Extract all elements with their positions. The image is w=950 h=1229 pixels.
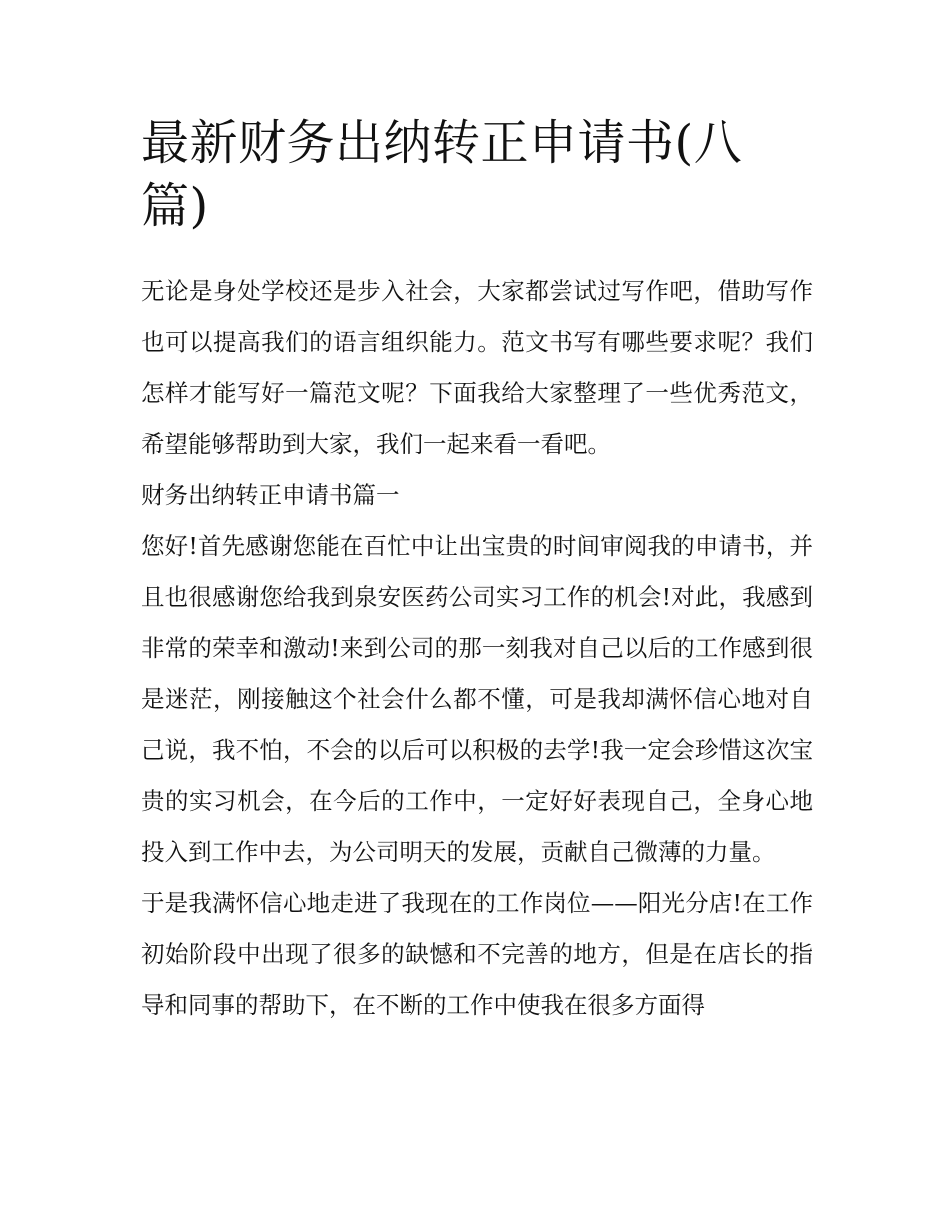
- body-paragraph-2: 于是我满怀信心地走进了我现在的工作岗位——阳光分店!在工作初始阶段中出现了很多的缺憾和不完善的地方，但是在店长的指导和同事的帮助下，在不断的工作中使我在很多方面得: [141, 889, 813, 1019]
- section-heading: 财务出纳转正申请书篇一: [141, 481, 400, 509]
- document-title: 最新财务出纳转正申请书(八篇): [141, 115, 743, 234]
- body-paragraph-1: 您好!首先感谢您能在百忙中让出宝贵的时间审阅我的申请书，并且也很感谢您给我到泉安医药公司实习工作的机会!对此，我感到非常的荣幸和激动!来到公司的那一刻我对自己以后的工作感到很是迷茫，刚接触这个社会什么都不懂，可是我却满怀信心地对自己说，我不怕，不会的以后可以积极的去学!我一定会珍惜这次宝贵的实习机会，在今后的工作中，一定好好表现自己，全身心地投入到工作中去，为公司明天的发展，贡献自己微薄的力量。: [141, 532, 813, 866]
- intro-paragraph: 无论是身处学校还是步入社会，大家都尝试过写作吧，借助写作也可以提高我们的语言组织能力。范文书写有哪些要求呢？我们怎样才能写好一篇范文呢？下面我给大家整理了一些优秀范文，希望能够帮助到大家，我们一起来看一看吧。: [141, 277, 813, 458]
- document-body: [141, 266, 813, 1031]
